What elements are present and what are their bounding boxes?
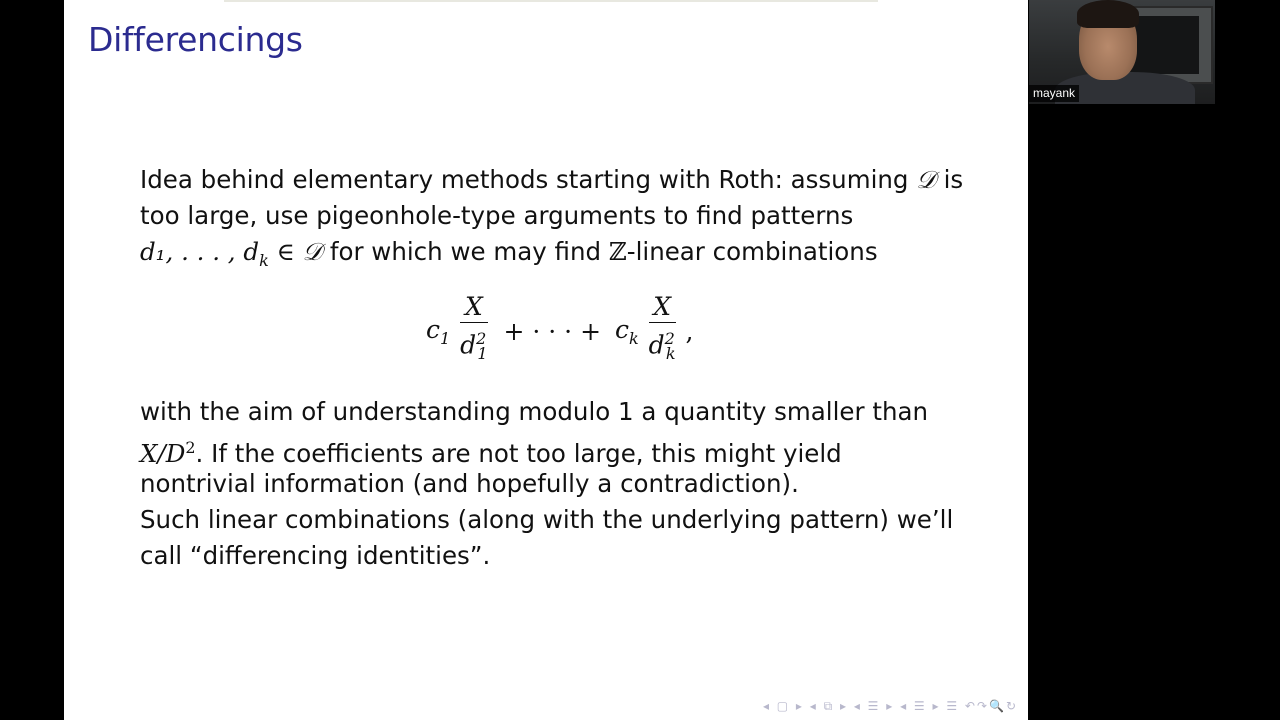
slide-title: Differencings [88,20,303,59]
differencing-formula: $c_1$ $\frac{X}{d^2_1}$ + · · · + $c_k$ $\frac{X}{d^2_k}$ , [426,292,693,372]
paragraph-line: with the aim of understanding modulo 1 a quantity smaller than [140,397,929,426]
participant-name-tag: mayank [1029,85,1079,102]
paragraph-line: Idea behind elementary methods starting with Roth: assuming 𝒟 is [140,165,964,194]
paragraph-line: too large, use pigeonhole-type arguments to find patterns [140,201,854,230]
paragraph-line: d₁, . . . , $d_k$ ∈ 𝒟 for which we may find ℤ-linear combinations [140,237,878,270]
paragraph-line: $X/D^2$. If the coefficients are not too large, this might yield [140,438,842,469]
participant-hair [1077,0,1139,28]
fraction-2: $\frac{X}{d^2_k}$ [648,292,676,364]
fraction-1: $\frac{X}{d^2_1}$ [460,292,488,364]
paragraph-line: call “differencing identities”. [140,541,491,570]
paragraph-line: nontrivial information (and hopefully a contradiction). [140,469,799,498]
slide-top-bar [224,0,878,2]
beamer-navigation-bar[interactable]: ◂ ▢ ▸ ◂ ⧉ ▸ ◂ ☰ ▸ ◂ ☰ ▸ ☰ ↶↷🔍↻ [762,699,1018,713]
paragraph-line: Such linear combinations (along with the underlying pattern) we’ll [140,505,954,534]
slide [64,0,1028,720]
